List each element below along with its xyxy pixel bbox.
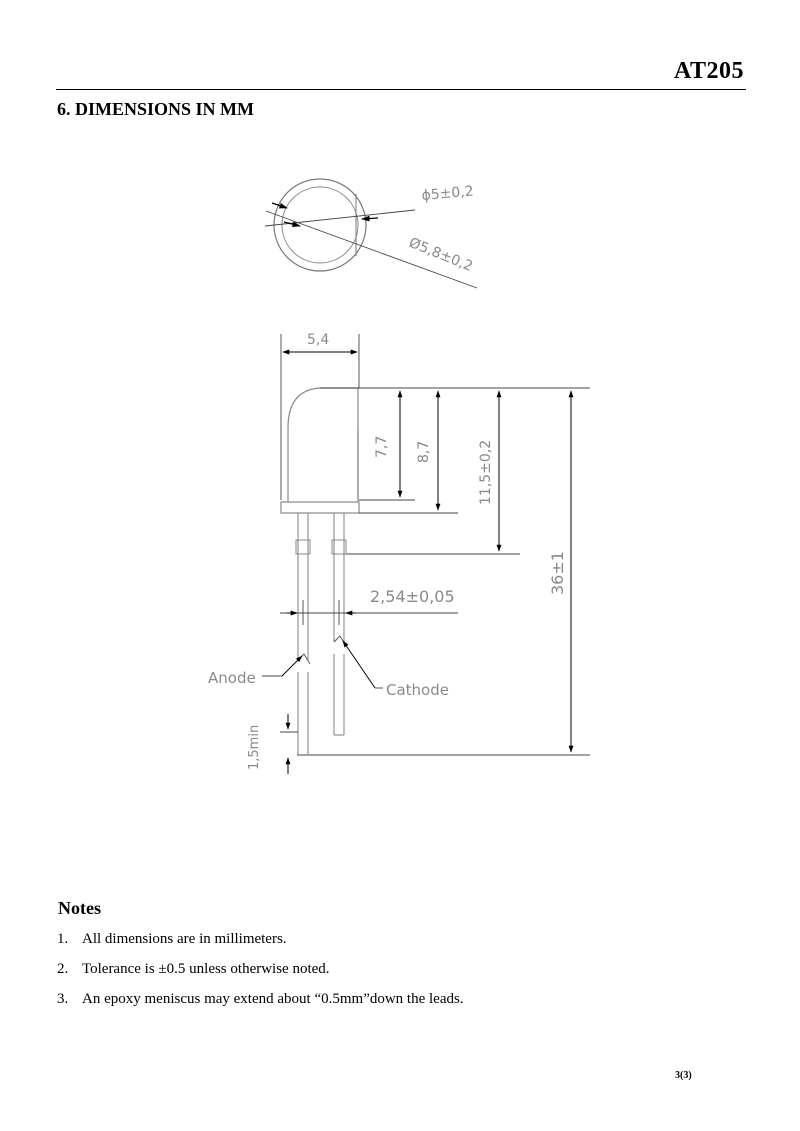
dim-7-7-label: 7,7	[374, 435, 390, 458]
list-item	[57, 930, 464, 960]
part-number: AT205	[673, 58, 744, 84]
dim-11-5-label: 11,5±0,2	[478, 439, 494, 505]
side-view	[262, 334, 590, 774]
inner-circle	[282, 187, 358, 263]
notes-heading: Notes	[58, 898, 101, 918]
note-number: 1.	[57, 931, 69, 947]
cathode-label: Cathode	[386, 681, 449, 699]
list-item	[57, 960, 464, 990]
top-view	[265, 179, 477, 288]
pitch-label: 2,54±0,05	[370, 587, 455, 606]
diameter-flange-label: Ø5,8±0,2	[406, 234, 475, 275]
anode-label: Anode	[208, 669, 256, 687]
notes-list	[57, 930, 464, 1020]
note-number: 2.	[57, 961, 69, 977]
note-text: An epoxy meniscus may extend about “0.5mm”down the leads.	[82, 991, 464, 1007]
leader-line	[265, 210, 415, 226]
note-number: 3.	[57, 991, 69, 1007]
note-text: All dimensions are in millimeters.	[82, 931, 287, 947]
diameter-body-label: ϕ5±0,2	[420, 183, 475, 204]
section-title: 6. DIMENSIONS IN MM	[57, 99, 255, 119]
list-item	[57, 990, 464, 1020]
dim-36-label: 36±1	[548, 551, 567, 595]
dim-8-7-label: 8,7	[416, 440, 432, 463]
width-label: 5,4	[307, 332, 330, 348]
note-text: Tolerance is ±0.5 unless otherwise noted.	[82, 961, 330, 977]
page-number: 3(3)	[675, 1070, 692, 1081]
outer-circle	[274, 179, 366, 271]
min-length-label: 1,5min	[247, 724, 262, 770]
